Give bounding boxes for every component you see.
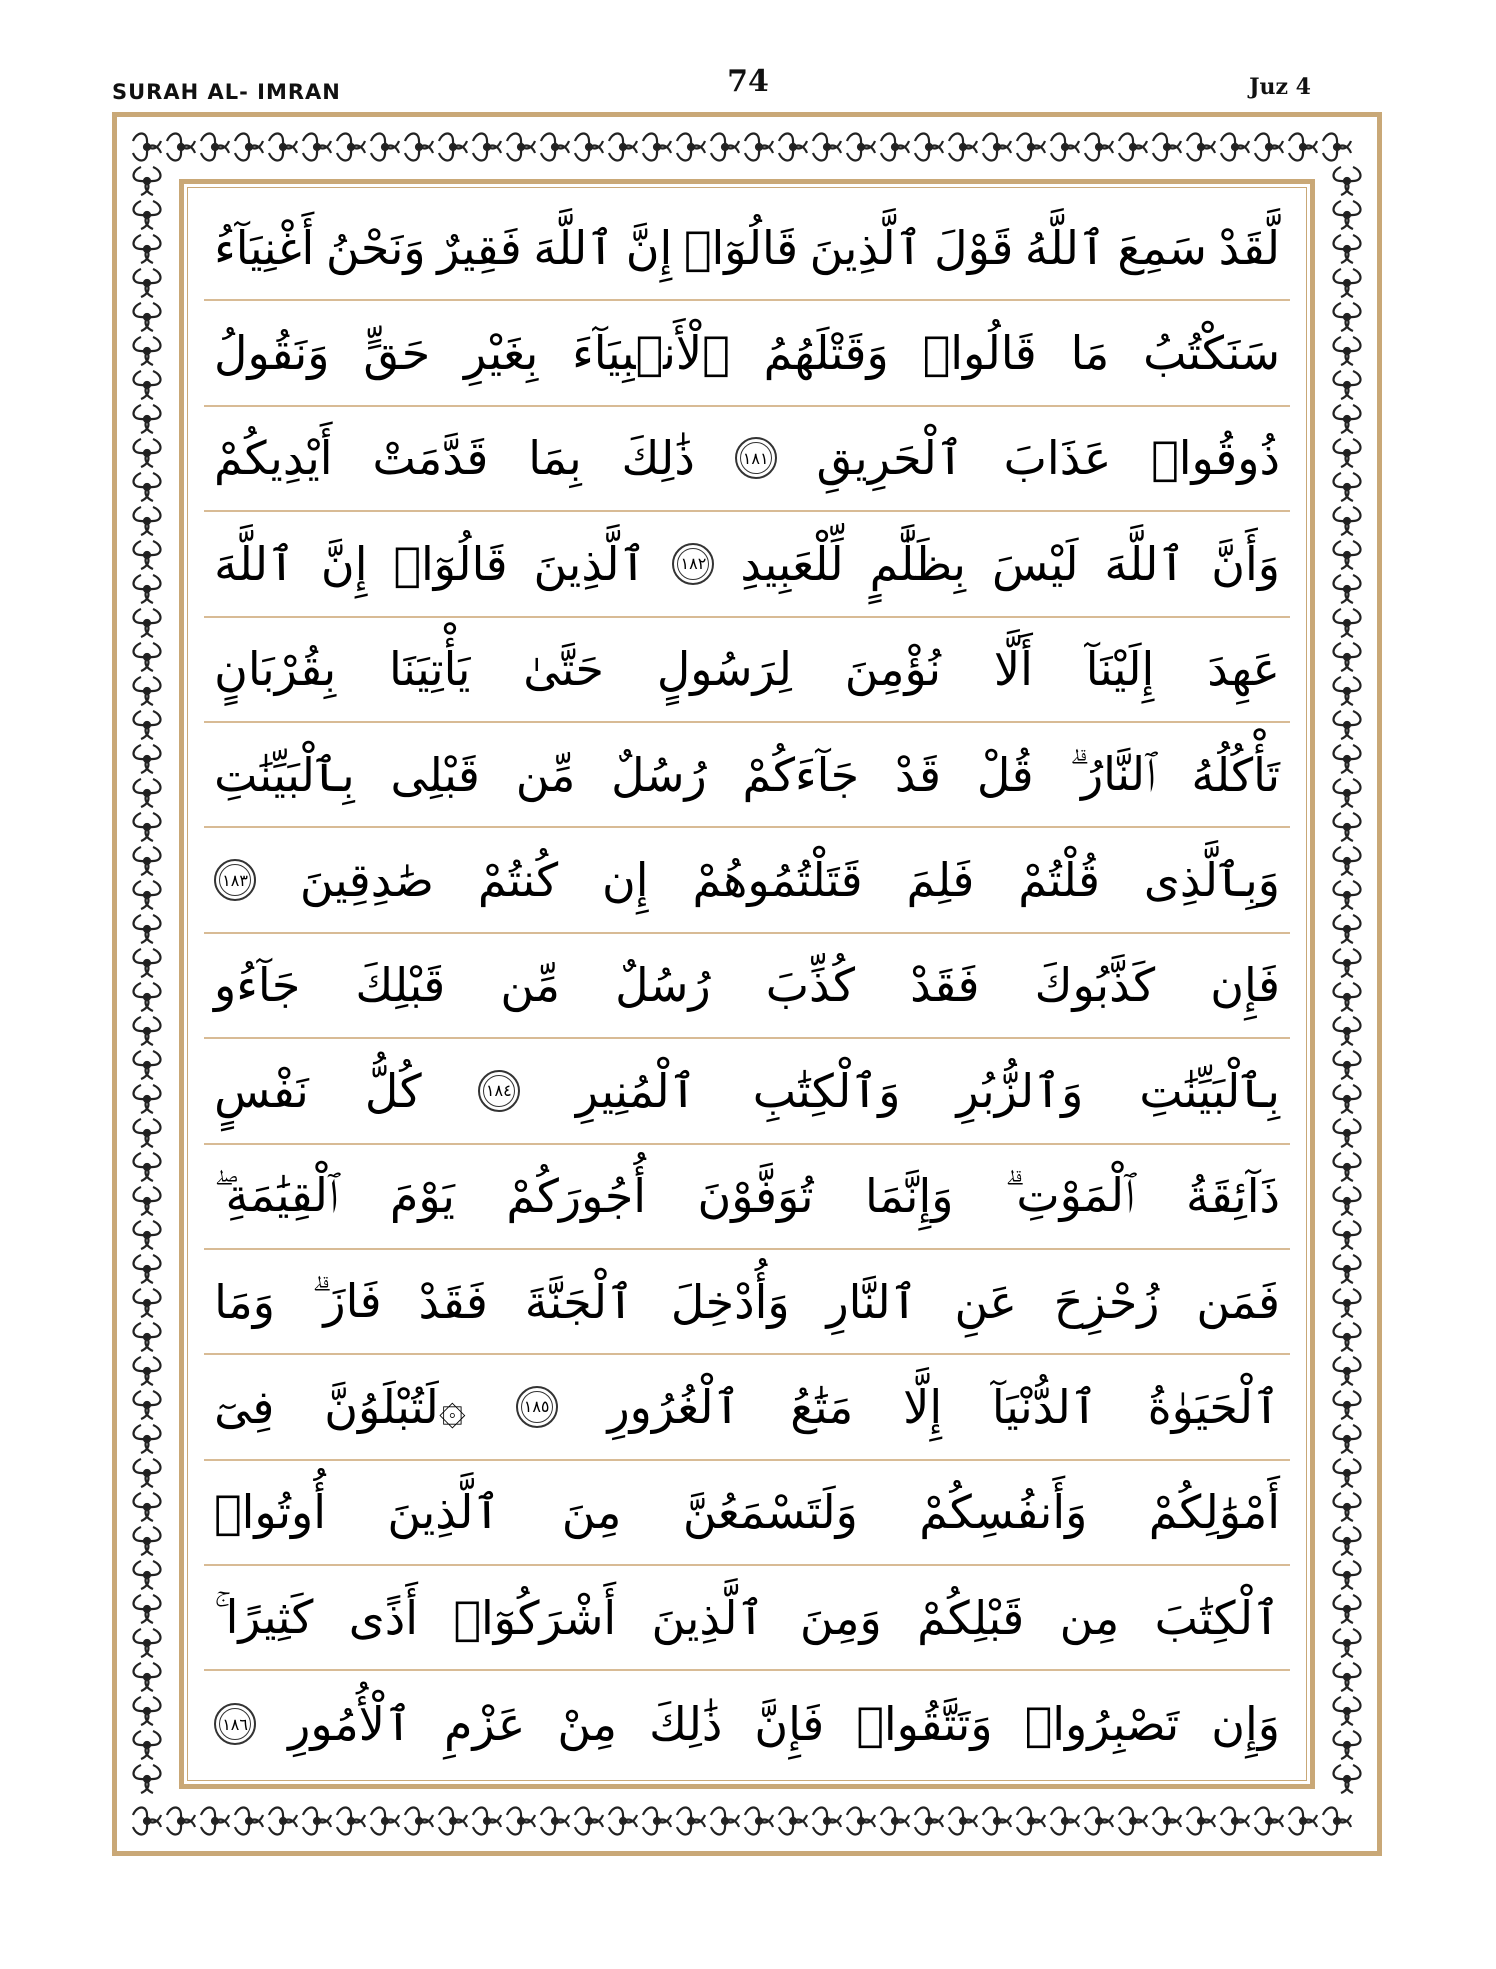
text-panel [179,179,1315,1789]
verse-word: فَإِنَّ [754,1697,825,1752]
verse-word: قُلْ [976,747,1034,802]
verse-word: كَثِيرًا ۚ [214,1589,314,1644]
verse-word: ذَٰلِكَ [649,1697,723,1752]
verse-word: حَتَّىٰ [523,642,604,697]
verse-word: ٱلْغُرُورِ [607,1379,741,1434]
verse-line [204,196,1290,301]
verse-word: قَالُوٓا۟ [683,220,799,275]
verse-line [204,828,1290,933]
verse-text [214,301,1280,404]
verse-word: إِلَّا [903,1379,943,1434]
verse-word: مِنَ [561,1485,622,1540]
verse-word: ۞لَتُبْلَوُنَّ [324,1379,466,1434]
verse-word: فَقَدْ [418,1274,488,1329]
verse-word: ٱلْأَنۢبِيَآءَ [572,326,730,381]
verse-word: أَمْوَٰلِكُمْ [1148,1485,1280,1540]
verse-word: كَذَّبُوكَ [1034,958,1156,1013]
verse-word: رُسُلٌ [615,958,711,1013]
verse-word: بِظَلَّٰمٍ [869,536,966,591]
verse-word: مَتَٰعُ [790,1379,854,1434]
verse-word: فَقَدْ [910,958,980,1013]
verse-word: وَلَتَسْمَعُنَّ [682,1485,858,1540]
verse-word: مِّن [515,747,576,802]
verse-word: رُسُلٌ [611,747,707,802]
verse-word: ٱلَّذِينَ [533,536,647,591]
verse-word: ٱللَّهَ [1104,536,1186,591]
verse-word: فَلِمَ [906,853,975,908]
verse-word: ٱلَّذِينَ [809,220,923,275]
verse-word: إِنَّ [320,536,368,591]
verse-word: لَّقَدْ [1218,220,1280,275]
verse-text [214,1566,1280,1669]
verse-word: فَإِن [1210,958,1280,1013]
verse-word: وَنَقُولُ [214,326,330,381]
verse-word: وَإِن [1211,1697,1280,1752]
verse-word: مِنْ [557,1697,618,1752]
verse-word: ٱللَّهُ [1024,220,1106,275]
surah-title: SURAH AL- IMRAN [112,80,341,104]
verse-word: قَوْلَ [934,220,1014,275]
verse-word: سَنَكْتُبُ [1143,326,1280,381]
verse-line [204,723,1290,828]
verse-word: ٱلْقِيَٰمَةِ ۖ [214,1168,339,1223]
verse-word: ذَآئِقَةُ [1186,1169,1280,1224]
verse-word: مِن [1059,1590,1120,1645]
verse-word: ٱلْأُمُورِ [288,1697,412,1752]
verse-word: نُؤْمِنَ [844,642,942,697]
verse-line [204,1671,1290,1776]
verse-word: كُنتُمْ [477,853,559,908]
verse-word: لِرَسُولٍ [656,642,792,697]
verse-word: قَبْلِكَ [355,958,446,1013]
verse-word: عَنِ [954,1274,1017,1329]
verse-word: قُلْتُمْ [1018,853,1100,908]
verse-word: قَتَلْتُمُوهُمْ [692,853,863,908]
verse-word: حَقٍّ [363,326,431,381]
verse-word: أُوتُوا۟ [214,1485,326,1540]
verse-word: عَهِدَ [1207,642,1280,697]
verse-word: كُلُّ [364,1063,422,1118]
verse-word: فِىٓ [214,1379,275,1434]
page-frame [112,112,1382,1856]
verse-line [204,301,1290,406]
verse-line [204,1039,1290,1144]
verse-text [214,1671,1280,1776]
verse-line [204,934,1290,1039]
verse-word: مِّن [500,958,560,1013]
verse-word: جَآءُو [214,958,301,1013]
verse-word: قَدْ [894,747,942,802]
verse-word: وَتَتَّقُوا۟ [856,1697,993,1752]
ayah-end-icon: ١٨٥ [516,1386,558,1428]
verse-word: فَقِيرٌ [437,220,522,275]
verse-word: وَٱلْكِتَٰبِ [752,1063,901,1118]
verse-word: ٱلدُّنْيَآ [991,1379,1098,1434]
verse-word: ٱلْحَرِيقِ [816,431,964,486]
verse-word: عَزْمِ [444,1697,526,1752]
verse-word: ٱلْمَوْتِ ۗ [1004,1168,1135,1223]
verse-text [214,1355,1280,1458]
verse-word: لِّلْعَبِيدِ [740,536,844,591]
verse-word: عَذَابَ [1003,431,1112,486]
verse-word: قَبْلِكُمْ [917,1590,1025,1645]
verse-word: فَمَن [1196,1274,1280,1329]
verse-lines [204,196,1290,1772]
ayah-end-icon: ١٨١ [735,437,777,479]
verse-word: كُذِّبَ [765,958,856,1013]
verse-word: ٱللَّهَ [214,536,295,591]
verse-word: تُوَفَّوْنَ [697,1169,814,1224]
verse-word: تَأْكُلُهُ [1191,747,1280,802]
verse-word: وَمِنَ [799,1590,882,1645]
verse-word: زُحْزِحَ [1053,1274,1160,1329]
verse-text [214,407,1280,510]
verse-word: إِنَّ [625,220,673,275]
verse-word: ٱلَّذِينَ [387,1485,501,1540]
verse-word: وَٱلزُّبُرِ [956,1063,1084,1118]
verse-word: فَازَ ۗ [311,1273,382,1328]
verse-word: إِن [602,853,649,908]
verse-line [204,1145,1290,1250]
verse-word: وَإِنَّمَا [865,1169,954,1224]
verse-word: ٱلنَّارُ ۗ [1069,746,1156,801]
verse-word: إِلَيْنَآ [1085,642,1155,697]
verse-text [214,1039,1280,1142]
verse-word: جَآءَكُمْ [742,747,860,802]
verse-word: ٱلنَّارِ [826,1274,918,1329]
verse-word: قَبْلِى [390,747,480,802]
verse-line [204,1250,1290,1355]
verse-text [214,828,1280,931]
verse-word: ذُوقُوا۟ [1151,431,1280,486]
verse-text [214,1145,1280,1248]
verse-word: قَالُوٓا۟ [393,536,508,591]
verse-word: وَأَنفُسِكُمْ [919,1485,1088,1540]
verse-word: ٱلَّذِينَ [651,1590,765,1645]
verse-text [214,196,1280,299]
verse-word: ٱلْمُنِيرِ [575,1063,697,1118]
verse-word: صَٰدِقِينَ [299,853,434,908]
verse-word: ٱلْحَيَوٰةُ [1147,1379,1280,1434]
verse-word: ٱللَّهَ [533,220,615,275]
verse-word: لَيْسَ [991,536,1079,591]
verse-line [204,407,1290,512]
verse-word: قَالُوا۟ [922,326,1037,381]
verse-word: وَمَا [214,1274,275,1329]
verse-line [204,512,1290,617]
ayah-end-icon: ١٨٦ [214,1703,256,1745]
verse-line [204,1566,1290,1671]
verse-word: وَقَتْلَهُمُ [763,326,889,381]
verse-word: أَلَّا [993,642,1033,697]
ayah-end-icon: ١٨٣ [214,859,256,901]
verse-text [214,1250,1280,1353]
verse-text [214,618,1280,721]
verse-line [204,618,1290,723]
verse-line [204,1461,1290,1566]
verse-word: ٱلْجَنَّةَ [524,1274,634,1329]
verse-word: سَمِعَ [1117,220,1207,275]
ayah-end-icon: ١٨٢ [672,543,714,585]
verse-text [214,512,1280,615]
verse-word: بِقُرْبَانٍ [214,642,337,697]
verse-word: أَيْدِيكُمْ [214,431,333,486]
verse-word: أَذًى [348,1590,419,1645]
verse-word: أَشْرَكُوٓا۟ [453,1590,617,1645]
verse-word: نَفْسٍ [214,1063,309,1118]
verse-word: مَا [1070,326,1110,381]
verse-word: بِغَيْرِ [464,326,539,381]
verse-word: بِٱلْبَيِّنَٰتِ [1139,1063,1280,1118]
verse-word: يَوْمَ [389,1169,455,1224]
verse-word: تَصْبِرُوا۟ [1024,1697,1180,1752]
juz-label: Juz 4 [1249,74,1311,100]
verse-word: بِٱلْبَيِّنَٰتِ [214,747,355,802]
verse-word: ٱلْكِتَٰبَ [1154,1590,1280,1645]
verse-word: بِمَا [528,431,582,486]
verse-word: وَبِٱلَّذِى [1143,853,1280,908]
verse-word: قَدَّمَتْ [372,431,489,486]
verse-text [214,1461,1280,1564]
verse-word: وَأَنَّ [1211,536,1280,591]
verse-word: وَنَحْنُ [325,220,426,275]
verse-line [204,1355,1290,1460]
verse-word: أَغْنِيَآءُ [214,220,315,275]
verse-word: ذَٰلِكَ [621,431,695,486]
verse-word: يَأْتِيَنَا [389,642,471,697]
verse-word: أُجُورَكُمْ [506,1169,647,1224]
ayah-end-icon: ١٨٤ [478,1070,520,1112]
page-number: 74 [727,64,769,99]
verse-text [214,723,1280,826]
verse-text [214,934,1280,1037]
verse-word: وَأُدْخِلَ [670,1274,790,1329]
